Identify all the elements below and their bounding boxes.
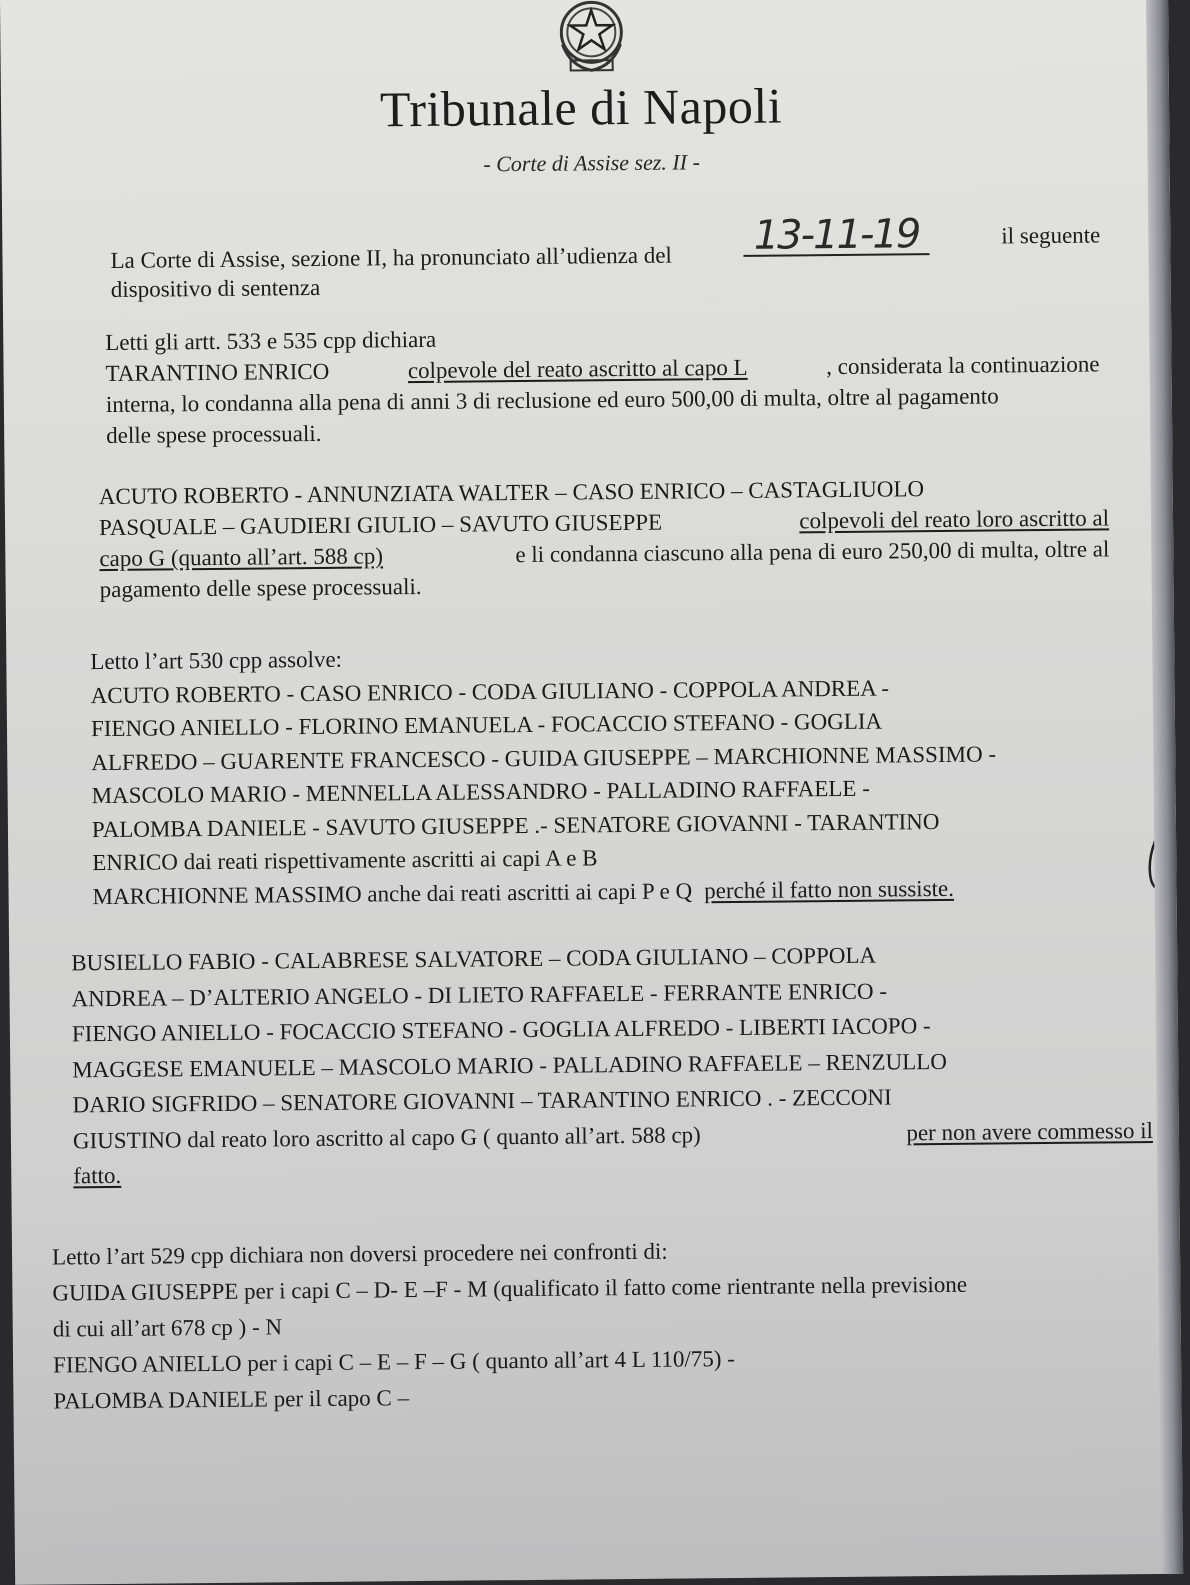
paragraph-text: delle spese processuali. <box>106 420 322 449</box>
defendants-list: MASCOLO MARIO - MENNELLA ALESSANDRO - PALLADINO RAFFAELE - <box>91 775 870 809</box>
section-acquittal-2 <box>71 935 1153 1194</box>
intro-text: La Corte di Assise, sezione II, ha pronunciato all’udienza del <box>110 242 673 273</box>
handwritten-date: 13-11-19 <box>753 211 920 259</box>
paragraph-text: GIUSTINO dal reato loro ascritto al capo G ( quanto all’art. 588 cp) <box>72 1121 701 1153</box>
defendants-list: FIENGO ANIELLO - FOCACCIO STEFANO - GOGLIA ALFREDO - LIBERTI IACOPO - <box>71 1013 931 1047</box>
section-heading: Letto l’art 529 cpp dichiara non doversi procedere nei confronti di: <box>51 1238 668 1270</box>
paragraph-text: FIENGO ANIELLO per i capi C – E – F – G ( quanto all’art 4 L 110/75) - <box>52 1346 735 1378</box>
paragraph-text: ENRICO dai reati rispettivamente ascritti ai capi A e B <box>92 845 598 876</box>
defendants-list: ANDREA – D’ALTERIO ANGELO - DI LIETO RAFFAELE - FERRANTE ENRICO - <box>71 978 888 1011</box>
italian-republic-emblem-icon <box>548 0 635 79</box>
verdict-text: colpevoli del reato loro ascritto al <box>799 505 1110 534</box>
paragraph-text: , considerata la continuazione <box>826 351 1100 380</box>
section-heading: Letti gli artt. 533 e 535 cpp dichiara <box>105 326 437 356</box>
defendants-list: ACUTO ROBERTO - CASO ENRICO - CODA GIULIANO - COPPOLA ANDREA - <box>90 674 890 708</box>
verdict-text: fatto. <box>73 1162 122 1189</box>
defendants-list: ALFREDO – GUARENTE FRANCESCO - GUIDA GIUSEPPE – MARCHIONNE MASSIMO - <box>91 740 997 775</box>
defendants-list: PASQUALE – GAUDIERI GIULIO – SAVUTO GIUSEPPE <box>98 509 663 541</box>
paragraph-text: pagamento delle spese processuali. <box>99 573 422 603</box>
defendants-list: MAGGESE EMANUELE – MASCOLO MARIO - PALLADINO RAFFAELE – RENZULLO <box>72 1048 947 1082</box>
defendants-list: PALOMBA DANIELE - SAVUTO GIUSEPPE .- SENATORE GIOVANNI - TARANTINO <box>91 808 940 842</box>
defendants-list: DARIO SIGFRIDO – SENATORE GIOVANNI – TARANTINO ENRICO . - ZECCONI <box>72 1084 892 1118</box>
verdict-text: perché il fatto non sussiste. <box>704 875 955 903</box>
paragraph-text: PALOMBA DANIELE per il capo C – <box>53 1385 410 1414</box>
charge-reference: capo G (quanto all’art. 588 cp) <box>99 543 384 572</box>
section-no-proceed <box>52 1229 1174 1420</box>
court-section: - Corte di Assise sez. II - <box>483 149 700 177</box>
paragraph-text: interna, lo condanna alla pena di anni 3 di reclusione ed euro 500,00 di multa, oltre al pagamento <box>105 383 999 418</box>
section-acquittal-1 <box>90 635 1133 913</box>
section-conviction-2 <box>99 471 1110 605</box>
defendants-list: ACUTO ROBERTO - ANNUNZIATA WALTER – CASO ENRICO – CASTAGLIUOLO <box>98 476 925 510</box>
intro-text-end: il seguente <box>1001 222 1101 249</box>
paragraph-text: e li condanna ciascuno alla pena di euro 250,00 di multa, oltre al <box>515 536 1110 568</box>
paragraph-text: di cui all’art 678 cp ) - N <box>52 1314 283 1342</box>
court-title: Tribunale di Napoli <box>379 77 783 138</box>
section-conviction-1 <box>105 317 1100 451</box>
intro-text-line2: dispositivo di sentenza <box>110 274 321 302</box>
hearing-date-field <box>743 211 929 259</box>
intro-paragraph <box>110 211 1101 304</box>
verdict-text: per non avere commesso il <box>906 1117 1154 1145</box>
defendant-name: TARANTINO ENRICO <box>105 358 330 387</box>
section-heading: Letto l’art 530 cpp assolve: <box>90 646 343 675</box>
defendants-list: BUSIELLO FABIO - CALABRESE SALVATORE – CODA GIULIANO – COPPOLA <box>71 942 877 976</box>
paragraph-text: GUIDA GIUSEPPE per i capi C – D- E –F - M (qualificato il fatto come rientrante nella previsione <box>52 1271 968 1306</box>
defendants-list: FIENGO ANIELLO - FLORINO EMANUELA - FOCACCIO STEFANO - GOGLIA <box>90 708 883 742</box>
verdict-text: colpevole del reato ascritto al capo L <box>407 354 748 384</box>
paragraph-text: MARCHIONNE MASSIMO anche dai reati ascritti ai capi P e Q <box>92 877 693 909</box>
